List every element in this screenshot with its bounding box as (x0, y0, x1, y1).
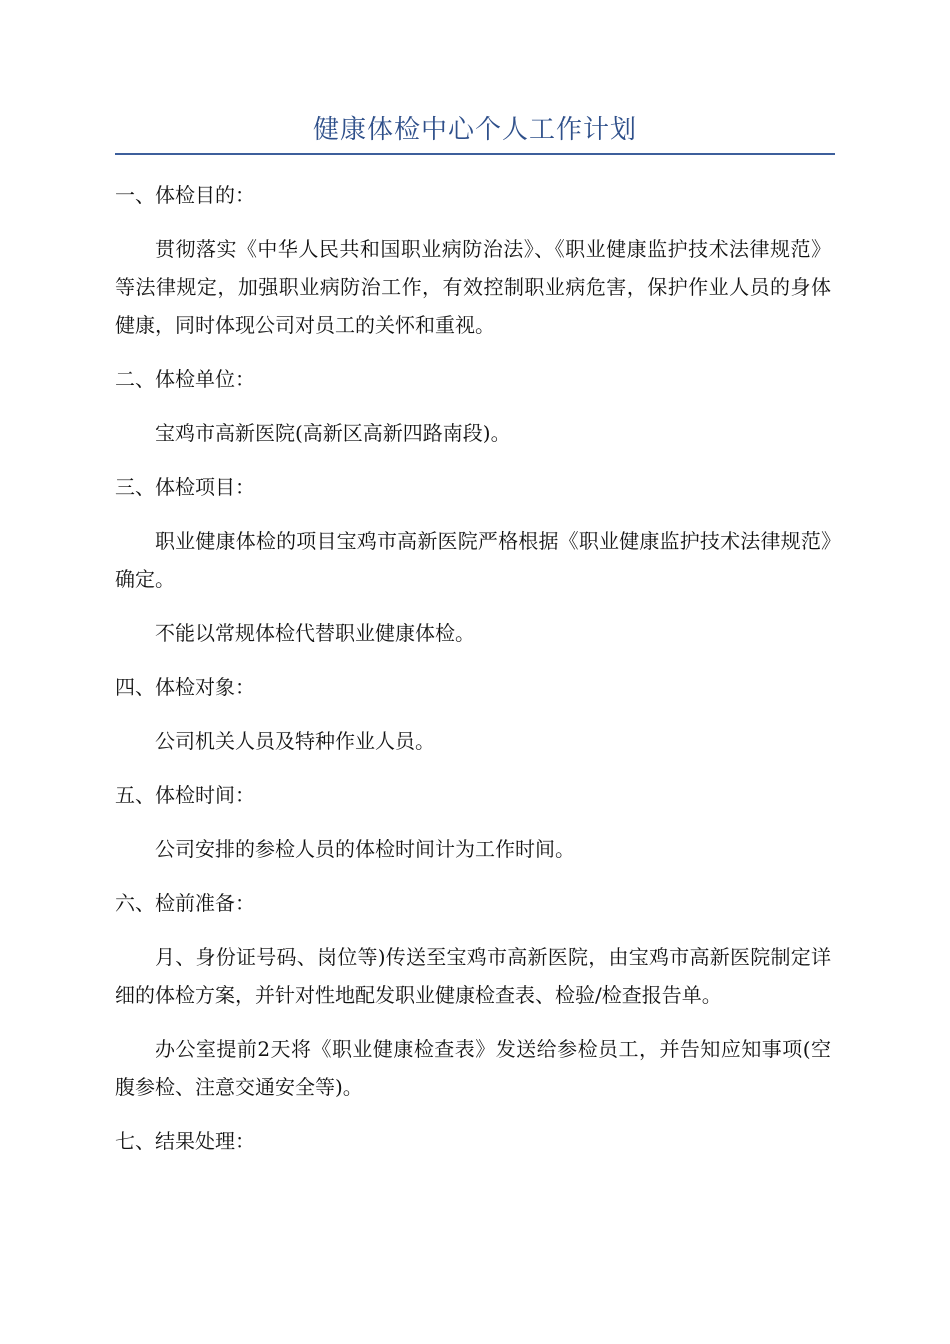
section-purpose (115, 176, 831, 344)
section-paragraph: 公司安排的参检人员的体检时间计为工作时间。 (155, 837, 575, 861)
title-divider (115, 153, 835, 155)
section-subjects (115, 668, 831, 760)
section-paragraph: 职业健康体检的项目宝鸡市高新医院严格根据《职业健康监护技术法律规范》确定。 (115, 529, 831, 591)
section-paragraph: 不能以常规体检代替职业健康体检。 (155, 621, 475, 645)
section-heading: 七、结果处理： (115, 1129, 255, 1153)
section-time (115, 776, 831, 868)
section-paragraph: 宝鸡市高新医院(高新区高新四路南段)。 (155, 421, 511, 445)
section-heading: 五、体检时间： (115, 783, 255, 807)
section-heading: 六、检前准备： (115, 891, 255, 915)
section-unit (115, 360, 831, 452)
section-heading: 三、体检项目： (115, 475, 255, 499)
section-paragraph: 贯彻落实《中华人民共和国职业病防治法》、《职业健康监护技术法律规范》等法律规定，加强职业病防治工作，有效控制职业病危害，保护作业人员的身体健康，同时体现公司对员工的关怀和重视。 (115, 237, 831, 337)
document-body (115, 176, 831, 1176)
section-paragraph: 月、身份证号码、岗位等)传送至宝鸡市高新医院，由宝鸡市高新医院制定详细的体检方案，并针对性地配发职业健康检查表、检验/检查报告单。 (115, 945, 831, 1007)
document-title: 健康体检中心个人工作计划 (312, 115, 637, 145)
section-paragraph: 公司机关人员及特种作业人员。 (155, 729, 435, 753)
section-results (115, 1122, 831, 1160)
section-paragraph: 办公室提前2天将《职业健康检查表》发送给参检员工，并告知应知事项(空腹参检、注意交通安全等)。 (115, 1037, 831, 1099)
section-heading: 一、体检目的： (115, 183, 255, 207)
section-items (115, 468, 831, 652)
section-heading: 二、体检单位： (115, 367, 255, 391)
section-preparation (115, 884, 831, 1106)
section-heading: 四、体检对象： (115, 675, 255, 699)
